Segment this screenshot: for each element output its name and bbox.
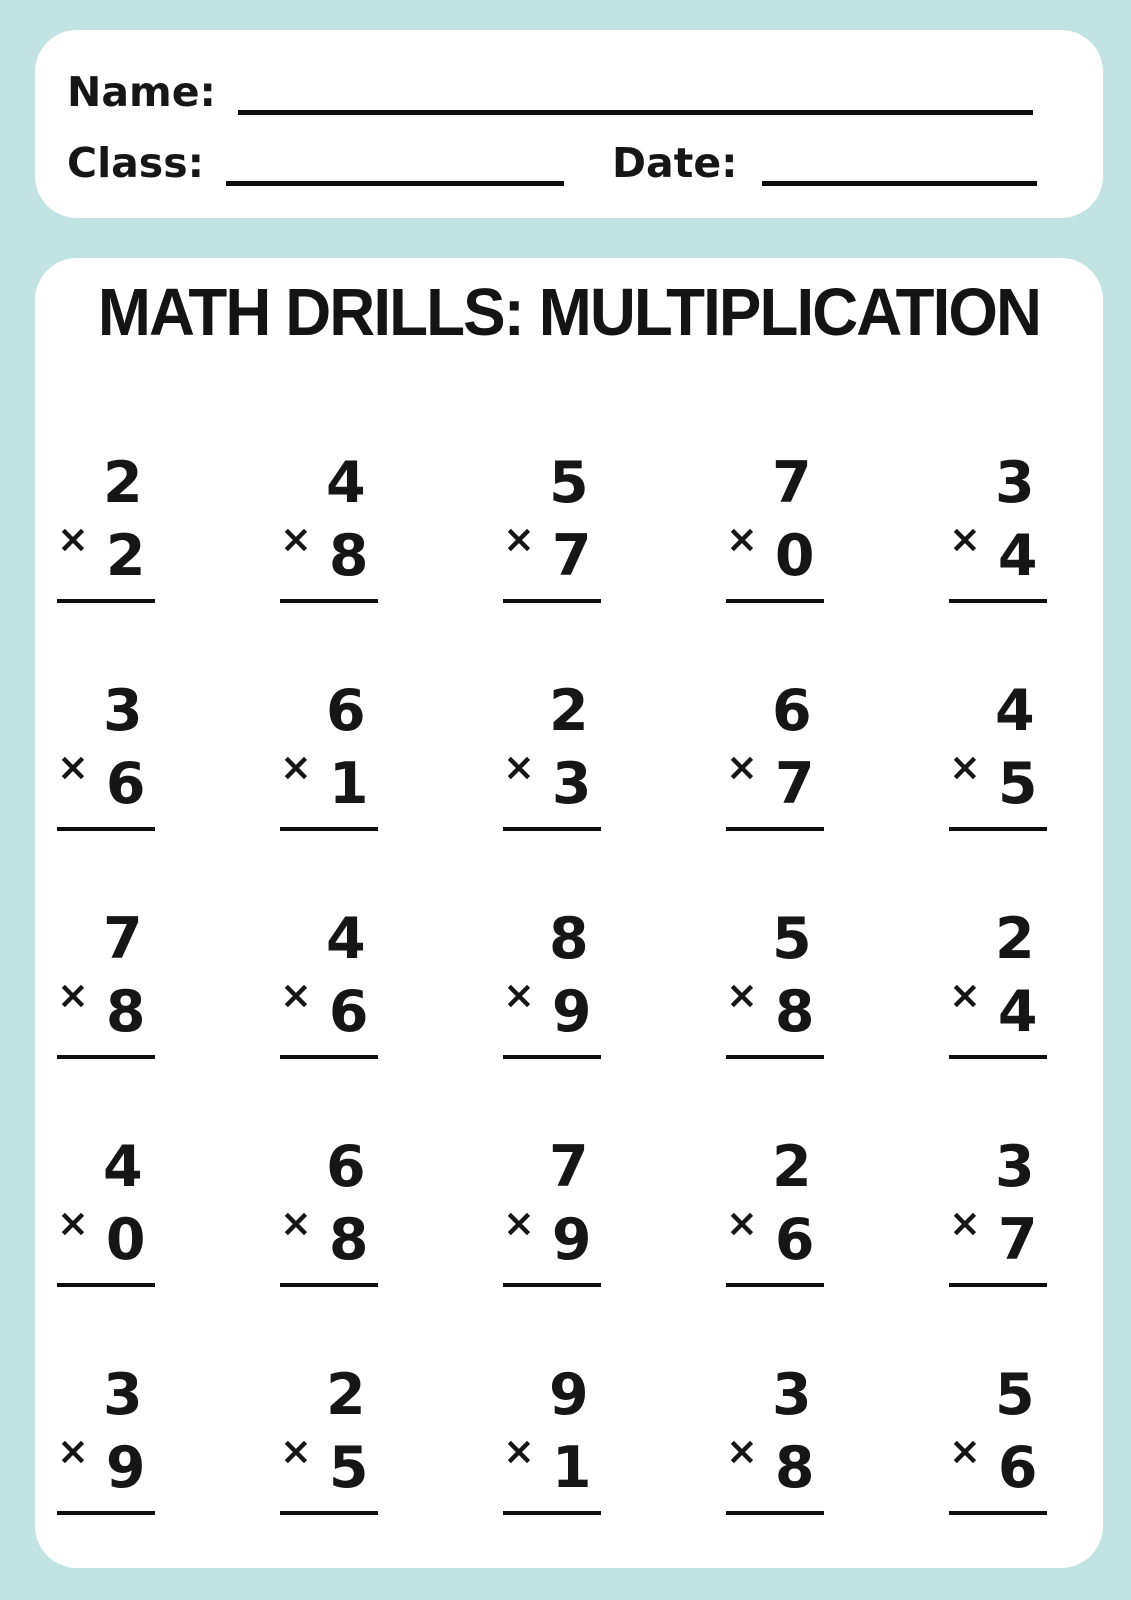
bottom-operand: 2 (105, 523, 146, 589)
bottom-operand: 1 (551, 1435, 592, 1501)
top-operand: 3 (995, 1134, 1035, 1200)
answer-blank-line (726, 1055, 824, 1059)
answer-blank-line (280, 1511, 378, 1515)
multiplication-problem (57, 1134, 209, 1367)
top-operand: 7 (772, 450, 812, 516)
date-label: Date: (612, 139, 738, 188)
multiplication-sign: × (57, 517, 89, 561)
multiplication-sign: × (949, 1201, 981, 1245)
bottom-operand: 7 (997, 1207, 1038, 1273)
bottom-operand: 8 (774, 979, 815, 1045)
bottom-operand-row (949, 1429, 1101, 1501)
bottom-operand-row (280, 1201, 432, 1273)
answer-blank-line (280, 599, 378, 603)
bottom-operand-row (280, 1429, 432, 1501)
answer-blank-line (503, 599, 601, 603)
top-operand: 2 (995, 906, 1035, 972)
class-blank-line (226, 148, 564, 186)
bottom-operand-row (503, 517, 655, 589)
bottom-operand-row (503, 745, 655, 817)
bottom-operand-row (280, 745, 432, 817)
answer-blank-line (503, 827, 601, 831)
multiplication-sign: × (57, 1429, 89, 1473)
bottom-operand-row (949, 973, 1101, 1045)
bottom-operand: 6 (328, 979, 369, 1045)
bottom-operand: 6 (774, 1207, 815, 1273)
multiplication-problem (503, 450, 655, 683)
top-operand: 7 (549, 1134, 589, 1200)
multiplication-problem (57, 1362, 209, 1595)
bottom-operand: 8 (328, 1207, 369, 1273)
multiplication-problem (726, 678, 878, 911)
multiplication-sign: × (503, 517, 535, 561)
answer-blank-line (949, 1511, 1047, 1515)
top-operand: 5 (995, 1362, 1035, 1428)
multiplication-problem (57, 678, 209, 911)
multiplication-problem (280, 906, 432, 1139)
name-blank-line (238, 77, 1033, 115)
multiplication-problem (503, 678, 655, 911)
bottom-operand: 9 (551, 979, 592, 1045)
answer-blank-line (949, 1055, 1047, 1059)
bottom-operand-row (503, 1201, 655, 1273)
multiplication-problem (949, 1362, 1101, 1595)
top-operand: 3 (772, 1362, 812, 1428)
bottom-operand-row (57, 517, 209, 589)
multiplication-sign: × (280, 517, 312, 561)
answer-blank-line (503, 1055, 601, 1059)
bottom-operand: 0 (105, 1207, 146, 1273)
multiplication-problem (280, 1134, 432, 1367)
multiplication-problem (949, 1134, 1101, 1367)
answer-blank-line (57, 1283, 155, 1287)
multiplication-problem (57, 906, 209, 1139)
bottom-operand-row (949, 517, 1101, 589)
multiplication-sign: × (503, 745, 535, 789)
top-operand: 5 (772, 906, 812, 972)
bottom-operand-row (57, 745, 209, 817)
multiplication-sign: × (949, 973, 981, 1017)
bottom-operand-row (280, 973, 432, 1045)
bottom-operand: 8 (328, 523, 369, 589)
multiplication-sign: × (503, 1429, 535, 1473)
multiplication-sign: × (503, 1201, 535, 1245)
answer-blank-line (503, 1283, 601, 1287)
bottom-operand: 4 (997, 523, 1038, 589)
top-operand: 2 (549, 678, 589, 744)
problems-grid (35, 351, 1103, 1595)
top-operand: 6 (326, 678, 366, 744)
multiplication-sign: × (57, 745, 89, 789)
top-operand: 8 (549, 906, 589, 972)
bottom-operand: 1 (328, 751, 369, 817)
top-operand: 2 (772, 1134, 812, 1200)
bottom-operand-row (726, 973, 878, 1045)
top-operand: 6 (772, 678, 812, 744)
multiplication-problem (726, 1362, 878, 1595)
answer-blank-line (949, 1283, 1047, 1287)
multiplication-problem (503, 1134, 655, 1367)
bottom-operand: 6 (997, 1435, 1038, 1501)
answer-blank-line (280, 1055, 378, 1059)
bottom-operand: 8 (774, 1435, 815, 1501)
date-blank-line (762, 148, 1037, 186)
top-operand: 2 (103, 450, 143, 516)
bottom-operand: 9 (105, 1435, 146, 1501)
answer-blank-line (726, 599, 824, 603)
answer-blank-line (280, 827, 378, 831)
multiplication-problem (280, 678, 432, 911)
answer-blank-line (503, 1511, 601, 1515)
bottom-operand-row (57, 1429, 209, 1501)
answer-blank-line (57, 827, 155, 831)
top-operand: 3 (103, 678, 143, 744)
multiplication-problem (949, 450, 1101, 683)
multiplication-sign: × (280, 1201, 312, 1245)
worksheet-title: MATH DRILLS: MULTIPLICATION (97, 275, 1041, 350)
multiplication-sign: × (280, 1429, 312, 1473)
multiplication-sign: × (57, 973, 89, 1017)
multiplication-problem (503, 906, 655, 1139)
bottom-operand: 3 (551, 751, 592, 817)
multiplication-sign: × (726, 973, 758, 1017)
worksheet-card (35, 258, 1103, 1568)
answer-blank-line (57, 1511, 155, 1515)
multiplication-sign: × (280, 745, 312, 789)
bottom-operand-row (57, 973, 209, 1045)
student-info-card (35, 30, 1103, 218)
bottom-operand: 5 (997, 751, 1038, 817)
multiplication-problem (726, 1134, 878, 1367)
multiplication-sign: × (726, 1429, 758, 1473)
bottom-operand: 9 (551, 1207, 592, 1273)
multiplication-problem (503, 1362, 655, 1595)
top-operand: 3 (103, 1362, 143, 1428)
top-operand: 4 (995, 678, 1035, 744)
top-operand: 4 (326, 906, 366, 972)
multiplication-problem (726, 906, 878, 1139)
bottom-operand: 6 (105, 751, 146, 817)
bottom-operand-row (949, 745, 1101, 817)
multiplication-problem (57, 450, 209, 683)
bottom-operand-row (726, 1429, 878, 1501)
answer-blank-line (726, 827, 824, 831)
top-operand: 5 (549, 450, 589, 516)
bottom-operand-row (57, 1201, 209, 1273)
multiplication-sign: × (503, 973, 535, 1017)
top-operand: 7 (103, 906, 143, 972)
class-date-field-row (67, 141, 1065, 186)
bottom-operand: 0 (774, 523, 815, 589)
bottom-operand-row (503, 973, 655, 1045)
bottom-operand-row (949, 1201, 1101, 1273)
multiplication-sign: × (949, 1429, 981, 1473)
bottom-operand: 8 (105, 979, 146, 1045)
multiplication-sign: × (280, 973, 312, 1017)
answer-blank-line (949, 599, 1047, 603)
bottom-operand-row (726, 517, 878, 589)
bottom-operand-row (726, 745, 878, 817)
bottom-operand: 5 (328, 1435, 369, 1501)
answer-blank-line (726, 1283, 824, 1287)
top-operand: 9 (549, 1362, 589, 1428)
bottom-operand-row (726, 1201, 878, 1273)
bottom-operand: 4 (997, 979, 1038, 1045)
name-label: Name: (67, 68, 216, 116)
answer-blank-line (949, 827, 1047, 831)
top-operand: 3 (995, 450, 1035, 516)
multiplication-problem (949, 678, 1101, 911)
answer-blank-line (57, 599, 155, 603)
multiplication-sign: × (726, 517, 758, 561)
top-operand: 6 (326, 1134, 366, 1200)
name-field-row (67, 70, 1065, 115)
bottom-operand: 7 (774, 751, 815, 817)
multiplication-sign: × (726, 745, 758, 789)
bottom-operand-row (280, 517, 432, 589)
multiplication-problem (949, 906, 1101, 1139)
top-operand: 2 (326, 1362, 366, 1428)
answer-blank-line (280, 1283, 378, 1287)
top-operand: 4 (326, 450, 366, 516)
bottom-operand: 7 (551, 523, 592, 589)
multiplication-sign: × (57, 1201, 89, 1245)
multiplication-sign: × (949, 517, 981, 561)
multiplication-problem (280, 450, 432, 683)
multiplication-problem (280, 1362, 432, 1595)
top-operand: 4 (103, 1134, 143, 1200)
answer-blank-line (726, 1511, 824, 1515)
bottom-operand-row (503, 1429, 655, 1501)
answer-blank-line (57, 1055, 155, 1059)
multiplication-problem (726, 450, 878, 683)
multiplication-sign: × (949, 745, 981, 789)
class-label: Class: (67, 139, 205, 188)
multiplication-sign: × (726, 1201, 758, 1245)
